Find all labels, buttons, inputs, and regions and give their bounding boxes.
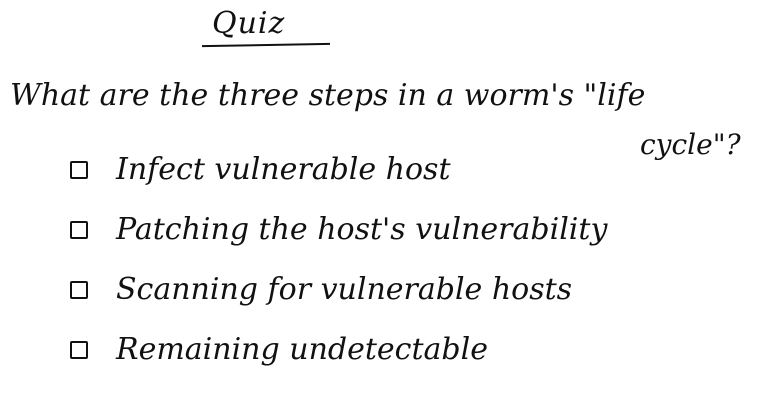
- option-scanning-vulnerable-hosts[interactable]: [70, 272, 572, 307]
- option-remaining-undetectable[interactable]: [70, 332, 488, 367]
- option-label-1: Infect vulnerable host: [116, 152, 451, 187]
- option-label-2: Patching the host's vulnerability: [116, 212, 608, 247]
- option-patching-host-vulnerability[interactable]: [70, 212, 607, 247]
- question-text-line2: cycle"?: [640, 128, 741, 161]
- option-label-3: Scanning for vulnerable hosts: [116, 272, 573, 307]
- checkbox-option-2[interactable]: [70, 221, 88, 239]
- checkbox-option-3[interactable]: [70, 281, 88, 299]
- option-label-4: Remaining undetectable: [116, 332, 488, 367]
- checkbox-option-1[interactable]: [70, 161, 88, 179]
- title-underline: [202, 43, 330, 47]
- question-text-line1: What are the three steps in a worm's "life: [10, 78, 646, 113]
- quiz-title: Quiz: [212, 6, 286, 41]
- checkbox-option-4[interactable]: [70, 341, 88, 359]
- option-infect-vulnerable-host[interactable]: [70, 152, 451, 187]
